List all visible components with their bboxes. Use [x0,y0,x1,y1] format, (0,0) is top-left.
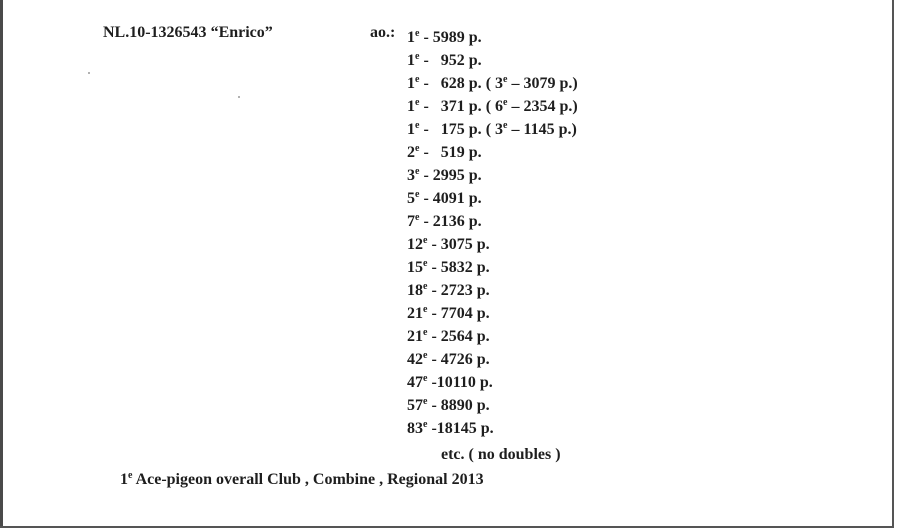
scan-speck [88,72,90,74]
result-participants: 18145 p. [436,420,494,437]
result-row [403,206,578,229]
result-rank-suffix: e [415,166,420,177]
result-separator: - [427,374,437,391]
result-separator: - [427,259,441,276]
result-rank: 1 [407,98,415,115]
result-rank-suffix: e [415,189,420,200]
result-rank: 12 [407,236,423,253]
result-participants: 10110 p. [436,374,493,391]
result-rank: 21 [407,305,423,322]
etc-note: etc. ( no doubles ) [441,446,561,463]
result-separator: - [427,236,441,253]
result-rank: 1 [407,52,415,69]
result-row [403,114,578,137]
note-rank: ( 3 [485,121,504,138]
result-rank: 47 [407,374,423,391]
page-right-border [892,0,894,528]
pigeon-header [103,24,273,42]
footer-rank-suffix: e [128,470,133,481]
result-rank-suffix: e [423,396,428,407]
note-rank: ( 3 [485,75,504,92]
result-row [403,367,578,390]
result-separator: - [419,213,433,230]
result-rank-suffix: e [423,419,428,430]
result-participants: 2995 p. [432,167,482,184]
result-row [403,45,578,68]
result-participants: 4091 p. [432,190,482,207]
result-separator: - [419,167,433,184]
result-row [403,390,578,413]
scan-speck [238,96,240,98]
result-rank-suffix: e [423,350,428,361]
result-separator: - [427,305,441,322]
result-rank-suffix: e [415,28,420,39]
result-participants: 952 p. [432,52,482,69]
result-rank-suffix: e [423,235,428,246]
result-separator: - [419,190,433,207]
note-participants: – 3079 p.) [507,75,578,92]
note-rank-suffix: e [503,74,508,85]
result-rank-suffix: e [423,281,428,292]
note-participants: – 2354 p.) [507,98,578,115]
result-rank: 3 [407,167,415,184]
result-participants: 371 p. [432,98,482,115]
result-rank-suffix: e [423,327,428,338]
result-separator: - [427,328,441,345]
result-rank: 21 [407,328,423,345]
result-row [403,229,578,252]
results-list [403,22,578,436]
result-rank: 2 [407,144,415,161]
result-separator: - [419,98,433,115]
result-row [403,183,578,206]
note-rank: ( 6 [485,98,504,115]
result-row [403,160,578,183]
page-left-border [0,0,3,528]
result-row [403,252,578,275]
result-row [403,137,578,160]
result-participants: 7704 p. [440,305,490,322]
result-row [403,413,578,436]
result-separator: - [427,420,437,437]
result-rank: 83 [407,420,423,437]
result-rank: 1 [407,75,415,92]
result-participants: 5832 p. [440,259,490,276]
result-separator: - [419,52,433,69]
result-rank-suffix: e [415,212,420,223]
result-rank-suffix: e [415,74,420,85]
result-row [403,91,578,114]
result-rank: 7 [407,213,415,230]
result-participants: 5989 p. [432,29,482,46]
result-row [403,298,578,321]
result-participants: 8890 p. [440,397,490,414]
result-rank: 5 [407,190,415,207]
footer-title [120,470,484,489]
note-rank-suffix: e [503,97,508,108]
result-row [403,68,578,91]
result-rank-suffix: e [423,304,428,315]
result-participants: 519 p. [432,144,482,161]
result-separator: - [427,397,441,414]
result-participants: 2723 p. [440,282,490,299]
result-participants: 628 p. [432,75,482,92]
result-participants: 2564 p. [440,328,490,345]
result-rank-suffix: e [415,143,420,154]
result-row [403,321,578,344]
note-participants: – 1145 p.) [507,121,577,138]
result-rank: 1 [407,29,415,46]
result-rank-suffix: e [415,97,420,108]
result-separator: - [419,144,433,161]
result-rank: 18 [407,282,423,299]
pigeon-id: NL.10-1326543 [103,24,207,41]
result-rank-suffix: e [423,258,428,269]
result-row [403,344,578,367]
result-rank: 1 [407,121,415,138]
footer-rank: 1 [120,471,128,488]
result-separator: - [427,282,441,299]
result-separator: - [419,75,433,92]
results-label: ao.: [370,24,396,41]
result-participants: 3075 p. [440,236,490,253]
pigeon-name: “Enrico” [210,24,273,41]
result-rank-suffix: e [423,373,428,384]
result-rank-suffix: e [415,51,420,62]
footer-text: Ace-pigeon overall Club , Combine , Regional 2013 [132,471,484,488]
result-separator: - [419,121,433,138]
result-participants: 175 p. [432,121,482,138]
note-rank-suffix: e [503,120,508,131]
result-row [403,22,578,45]
result-participants: 2136 p. [432,213,482,230]
result-row [403,275,578,298]
result-separator: - [419,29,433,46]
result-rank: 42 [407,351,423,368]
result-rank: 57 [407,397,423,414]
result-rank: 15 [407,259,423,276]
result-rank-suffix: e [415,120,420,131]
result-participants: 4726 p. [440,351,490,368]
result-separator: - [427,351,441,368]
